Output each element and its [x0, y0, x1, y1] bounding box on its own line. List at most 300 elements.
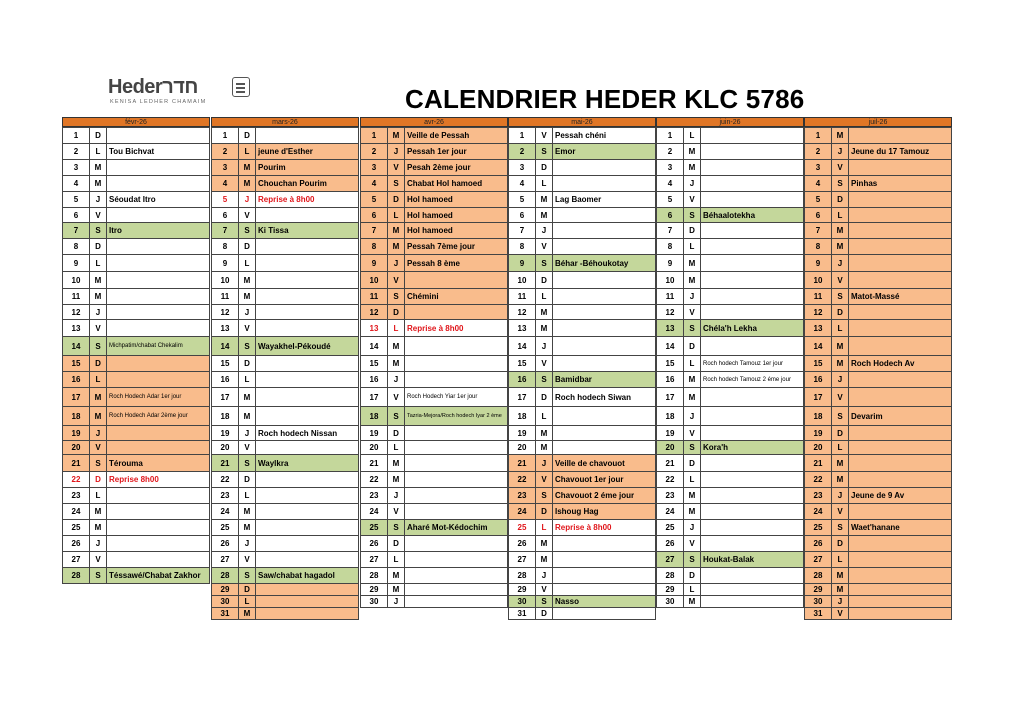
- event-label: jeune d'Esther: [255, 143, 359, 160]
- weekday-letter: L: [387, 551, 405, 568]
- event-label: [700, 425, 804, 441]
- weekday-letter: V: [683, 535, 701, 552]
- day-number: 3: [656, 159, 684, 176]
- day-number: 15: [508, 355, 536, 372]
- day-number: 31: [804, 607, 832, 620]
- day-number: 2: [62, 143, 90, 160]
- event-label: [106, 535, 210, 552]
- weekday-letter: S: [535, 143, 553, 160]
- weekday-letter: J: [683, 175, 701, 192]
- event-label: [255, 355, 359, 372]
- event-label: Pinhas: [848, 175, 952, 192]
- day-number: 13: [656, 319, 684, 337]
- weekday-letter: V: [89, 207, 107, 223]
- event-label: [106, 304, 210, 320]
- day-number: 26: [360, 535, 388, 552]
- event-label: [700, 304, 804, 320]
- day-number: 29: [211, 583, 239, 596]
- event-label: [848, 127, 952, 144]
- weekday-letter: D: [683, 222, 701, 239]
- day-number: 18: [508, 406, 536, 426]
- event-label: [700, 595, 804, 608]
- event-label: Reprise à 8h00: [255, 191, 359, 208]
- weekday-letter: M: [683, 387, 701, 407]
- month-header: mars-26: [211, 117, 359, 127]
- weekday-letter: V: [831, 159, 849, 176]
- day-number: 1: [508, 127, 536, 144]
- day-number: 1: [804, 127, 832, 144]
- weekday-letter: D: [89, 238, 107, 255]
- day-number: 25: [62, 519, 90, 536]
- day-number: 3: [62, 159, 90, 176]
- heder-logo: [108, 75, 250, 107]
- event-label: [848, 454, 952, 472]
- event-label: [552, 319, 656, 337]
- event-label: Houkat-Balak: [700, 551, 804, 568]
- event-label: [552, 288, 656, 305]
- weekday-letter: S: [387, 406, 405, 426]
- day-number: 25: [360, 519, 388, 536]
- event-label: Chouchan Pourim: [255, 175, 359, 192]
- event-label: [255, 440, 359, 455]
- event-label: [106, 127, 210, 144]
- weekday-letter: L: [535, 288, 553, 305]
- month-column: [804, 117, 952, 620]
- day-row: [656, 596, 804, 609]
- event-label: [255, 471, 359, 488]
- weekday-letter: D: [683, 567, 701, 584]
- day-number: 19: [656, 425, 684, 441]
- day-number: 7: [360, 222, 388, 239]
- weekday-letter: S: [535, 487, 553, 504]
- event-label: [700, 271, 804, 289]
- weekday-letter: S: [535, 371, 553, 388]
- weekday-letter: S: [387, 175, 405, 192]
- day-number: 4: [508, 175, 536, 192]
- weekday-letter: M: [387, 238, 405, 255]
- weekday-letter: V: [387, 271, 405, 289]
- event-label: [404, 471, 508, 488]
- weekday-letter: V: [387, 159, 405, 176]
- day-number: 28: [656, 567, 684, 584]
- day-number: 26: [804, 535, 832, 552]
- day-number: 16: [360, 371, 388, 388]
- weekday-letter: M: [387, 336, 405, 356]
- weekday-letter: J: [535, 222, 553, 239]
- day-number: 9: [62, 254, 90, 272]
- day-number: 31: [211, 607, 239, 620]
- weekday-letter: D: [387, 304, 405, 320]
- calendar-grid: [62, 117, 952, 620]
- event-label: [552, 175, 656, 192]
- day-number: 22: [360, 471, 388, 488]
- month-column: [360, 117, 508, 620]
- weekday-letter: L: [831, 319, 849, 337]
- weekday-letter: M: [89, 387, 107, 407]
- day-number: 17: [62, 387, 90, 407]
- weekday-letter: M: [238, 159, 256, 176]
- event-label: Saw/chabat hagadol: [255, 567, 359, 584]
- day-number: 19: [508, 425, 536, 441]
- weekday-letter: M: [387, 583, 405, 596]
- day-number: 16: [508, 371, 536, 388]
- event-label: [255, 254, 359, 272]
- day-number: 24: [804, 503, 832, 520]
- day-number: 28: [360, 567, 388, 584]
- weekday-letter: J: [683, 288, 701, 305]
- weekday-letter: V: [89, 319, 107, 337]
- weekday-letter: S: [831, 288, 849, 305]
- day-number: 7: [211, 222, 239, 239]
- day-number: 25: [804, 519, 832, 536]
- day-number: 13: [211, 319, 239, 337]
- day-number: 11: [508, 288, 536, 305]
- day-number: 10: [360, 271, 388, 289]
- weekday-letter: V: [238, 319, 256, 337]
- day-number: 15: [804, 355, 832, 372]
- weekday-letter: M: [831, 355, 849, 372]
- event-label: [700, 503, 804, 520]
- event-label: [700, 222, 804, 239]
- day-number: 2: [211, 143, 239, 160]
- weekday-letter: D: [831, 191, 849, 208]
- month-header: mai-26: [508, 117, 656, 127]
- day-number: 20: [508, 440, 536, 455]
- weekday-letter: V: [387, 503, 405, 520]
- weekday-letter: L: [535, 175, 553, 192]
- event-label: [700, 487, 804, 504]
- event-label: [404, 336, 508, 356]
- event-label: Pourim: [255, 159, 359, 176]
- weekday-letter: S: [387, 519, 405, 536]
- day-row: [508, 337, 656, 357]
- weekday-letter: V: [683, 425, 701, 441]
- event-label: [700, 471, 804, 488]
- event-label: Roch hodech Siwan: [552, 387, 656, 407]
- event-label: [255, 271, 359, 289]
- event-label: Ishoug Hag: [552, 503, 656, 520]
- day-row: [62, 407, 210, 427]
- weekday-letter: V: [535, 127, 553, 144]
- weekday-letter: L: [535, 406, 553, 426]
- event-label: Hol hamoed: [404, 222, 508, 239]
- weekday-letter: D: [387, 535, 405, 552]
- day-number: 21: [804, 454, 832, 472]
- event-label: [255, 387, 359, 407]
- weekday-letter: S: [89, 567, 107, 584]
- event-label: Roch hodech Tamouz 2 éme jour: [700, 371, 804, 388]
- event-label: Jeune de 9 Av: [848, 487, 952, 504]
- weekday-letter: L: [831, 551, 849, 568]
- weekday-letter: M: [535, 191, 553, 208]
- scroll-icon: [232, 77, 250, 97]
- day-number: 18: [804, 406, 832, 426]
- weekday-letter: S: [831, 406, 849, 426]
- weekday-letter: M: [238, 175, 256, 192]
- weekday-letter: M: [683, 159, 701, 176]
- day-number: 9: [804, 254, 832, 272]
- day-number: 12: [211, 304, 239, 320]
- day-number: 13: [360, 319, 388, 337]
- event-label: [700, 406, 804, 426]
- event-label: [848, 425, 952, 441]
- day-number: 29: [804, 583, 832, 596]
- weekday-letter: D: [683, 454, 701, 472]
- weekday-letter: L: [238, 143, 256, 160]
- weekday-letter: L: [683, 355, 701, 372]
- event-label: Ki Tissa: [255, 222, 359, 239]
- event-label: [552, 222, 656, 239]
- event-label: [404, 551, 508, 568]
- day-number: 2: [656, 143, 684, 160]
- event-label: [106, 238, 210, 255]
- weekday-letter: J: [535, 454, 553, 472]
- event-label: [106, 551, 210, 568]
- weekday-letter: M: [89, 288, 107, 305]
- weekday-letter: D: [831, 425, 849, 441]
- day-number: 8: [62, 238, 90, 255]
- day-number: 25: [656, 519, 684, 536]
- day-row: [656, 388, 804, 408]
- event-label: [255, 551, 359, 568]
- day-number: 6: [656, 207, 684, 223]
- event-label: [404, 567, 508, 584]
- event-label: [404, 304, 508, 320]
- day-row: [804, 337, 952, 357]
- event-label: [552, 406, 656, 426]
- day-number: 10: [508, 271, 536, 289]
- weekday-letter: M: [535, 425, 553, 441]
- day-number: 24: [211, 503, 239, 520]
- weekday-letter: S: [683, 551, 701, 568]
- weekday-letter: D: [535, 607, 553, 620]
- day-number: 14: [804, 336, 832, 356]
- day-number: 23: [360, 487, 388, 504]
- event-label: [106, 503, 210, 520]
- day-number: 9: [211, 254, 239, 272]
- day-number: 24: [656, 503, 684, 520]
- event-label: Hol hamoed: [404, 191, 508, 208]
- weekday-letter: M: [831, 567, 849, 584]
- weekday-letter: J: [387, 371, 405, 388]
- weekday-letter: V: [238, 551, 256, 568]
- event-label: [700, 191, 804, 208]
- day-number: 18: [211, 406, 239, 426]
- weekday-letter: M: [831, 127, 849, 144]
- day-number: 20: [211, 440, 239, 455]
- event-label: [404, 371, 508, 388]
- event-label: Kora'h: [700, 440, 804, 455]
- event-label: Waet'hanane: [848, 519, 952, 536]
- weekday-letter: L: [387, 319, 405, 337]
- day-number: 22: [62, 471, 90, 488]
- weekday-letter: L: [238, 254, 256, 272]
- weekday-letter: M: [89, 159, 107, 176]
- weekday-letter: M: [535, 551, 553, 568]
- event-label: Jeune du 17 Tamouz: [848, 143, 952, 160]
- event-label: Tou Bichvat: [106, 143, 210, 160]
- weekday-letter: M: [683, 271, 701, 289]
- day-number: 26: [656, 535, 684, 552]
- weekday-letter: S: [831, 519, 849, 536]
- day-number: 16: [656, 371, 684, 388]
- weekday-letter: D: [238, 127, 256, 144]
- event-label: [255, 238, 359, 255]
- weekday-letter: L: [535, 519, 553, 536]
- day-number: 11: [360, 288, 388, 305]
- weekday-letter: J: [387, 595, 405, 608]
- weekday-letter: M: [535, 304, 553, 320]
- day-number: 28: [62, 567, 90, 584]
- weekday-letter: V: [831, 503, 849, 520]
- weekday-letter: V: [683, 304, 701, 320]
- event-label: Pessah 8 ème: [404, 254, 508, 272]
- weekday-letter: M: [683, 595, 701, 608]
- day-number: 27: [62, 551, 90, 568]
- day-number: 13: [508, 319, 536, 337]
- weekday-letter: D: [387, 191, 405, 208]
- day-number: 30: [508, 595, 536, 608]
- day-row: [804, 388, 952, 408]
- event-label: Veille de Pessah: [404, 127, 508, 144]
- day-number: 17: [656, 387, 684, 407]
- day-number: 19: [804, 425, 832, 441]
- weekday-letter: L: [683, 238, 701, 255]
- event-label: [255, 503, 359, 520]
- event-label: Wayakhel-Pékoudé: [255, 336, 359, 356]
- weekday-letter: D: [238, 355, 256, 372]
- weekday-letter: M: [238, 519, 256, 536]
- day-number: 7: [508, 222, 536, 239]
- event-label: [552, 567, 656, 584]
- weekday-letter: L: [238, 595, 256, 608]
- weekday-letter: L: [238, 371, 256, 388]
- day-number: 8: [211, 238, 239, 255]
- weekday-letter: V: [238, 207, 256, 223]
- day-number: 27: [211, 551, 239, 568]
- event-label: [255, 519, 359, 536]
- day-number: 20: [656, 440, 684, 455]
- event-label: [552, 271, 656, 289]
- event-label: [106, 271, 210, 289]
- weekday-letter: M: [535, 535, 553, 552]
- day-row: [211, 388, 359, 408]
- weekday-letter: J: [535, 336, 553, 356]
- weekday-letter: D: [89, 355, 107, 372]
- day-number: 15: [656, 355, 684, 372]
- day-number: 4: [211, 175, 239, 192]
- weekday-letter: D: [831, 304, 849, 320]
- month-header: juin-26: [656, 117, 804, 127]
- day-row: [508, 608, 656, 621]
- event-label: [552, 551, 656, 568]
- day-row: [211, 337, 359, 357]
- weekday-letter: V: [89, 440, 107, 455]
- day-number: 7: [656, 222, 684, 239]
- logo-tagline: KENISA LEDHER CHAMAIM: [110, 99, 207, 105]
- event-label: [848, 371, 952, 388]
- event-label: [106, 425, 210, 441]
- day-number: 20: [62, 440, 90, 455]
- weekday-letter: D: [683, 336, 701, 356]
- event-label: Roch hodech Tamouz 1er jour: [700, 355, 804, 372]
- weekday-letter: L: [387, 207, 405, 223]
- weekday-letter: J: [89, 535, 107, 552]
- event-label: Térouma: [106, 454, 210, 472]
- event-label: [106, 371, 210, 388]
- day-number: 8: [508, 238, 536, 255]
- event-label: [700, 288, 804, 305]
- event-label: [404, 535, 508, 552]
- day-row: [62, 388, 210, 408]
- weekday-letter: D: [238, 583, 256, 596]
- month-header: juil-26: [804, 117, 952, 127]
- event-label: Reprise à 8h00: [552, 519, 656, 536]
- weekday-letter: M: [387, 471, 405, 488]
- weekday-letter: J: [89, 304, 107, 320]
- day-number: 5: [508, 191, 536, 208]
- weekday-letter: J: [831, 254, 849, 272]
- weekday-letter: S: [238, 567, 256, 584]
- day-number: 27: [656, 551, 684, 568]
- event-label: [404, 503, 508, 520]
- day-number: 4: [804, 175, 832, 192]
- event-label: [552, 238, 656, 255]
- event-label: Nasso: [552, 595, 656, 608]
- weekday-letter: V: [831, 607, 849, 620]
- event-label: [700, 238, 804, 255]
- event-label: [106, 288, 210, 305]
- weekday-letter: V: [89, 551, 107, 568]
- day-number: 24: [62, 503, 90, 520]
- event-label: Pessah chéni: [552, 127, 656, 144]
- weekday-letter: M: [831, 238, 849, 255]
- weekday-letter: D: [89, 127, 107, 144]
- weekday-letter: J: [683, 406, 701, 426]
- weekday-letter: S: [831, 175, 849, 192]
- event-label: [848, 336, 952, 356]
- event-label: [848, 191, 952, 208]
- day-number: 20: [360, 440, 388, 455]
- event-label: [700, 175, 804, 192]
- event-label: Séoudat Itro: [106, 191, 210, 208]
- weekday-letter: M: [387, 567, 405, 584]
- weekday-letter: L: [89, 487, 107, 504]
- day-number: 11: [804, 288, 832, 305]
- event-label: [552, 355, 656, 372]
- weekday-letter: D: [387, 425, 405, 441]
- event-label: [700, 336, 804, 356]
- day-number: 6: [360, 207, 388, 223]
- event-label: [700, 127, 804, 144]
- weekday-letter: M: [238, 271, 256, 289]
- weekday-letter: M: [831, 454, 849, 472]
- event-label: Roch Hodech Adar 1er jour: [106, 387, 210, 407]
- day-row: [211, 407, 359, 427]
- day-number: 16: [804, 371, 832, 388]
- weekday-letter: L: [831, 207, 849, 223]
- event-label: [848, 254, 952, 272]
- event-label: [848, 222, 952, 239]
- event-label: [255, 288, 359, 305]
- day-number: 4: [360, 175, 388, 192]
- event-label: [255, 371, 359, 388]
- day-number: 14: [211, 336, 239, 356]
- weekday-letter: V: [831, 271, 849, 289]
- day-number: 18: [360, 406, 388, 426]
- day-number: 15: [211, 355, 239, 372]
- weekday-letter: S: [683, 319, 701, 337]
